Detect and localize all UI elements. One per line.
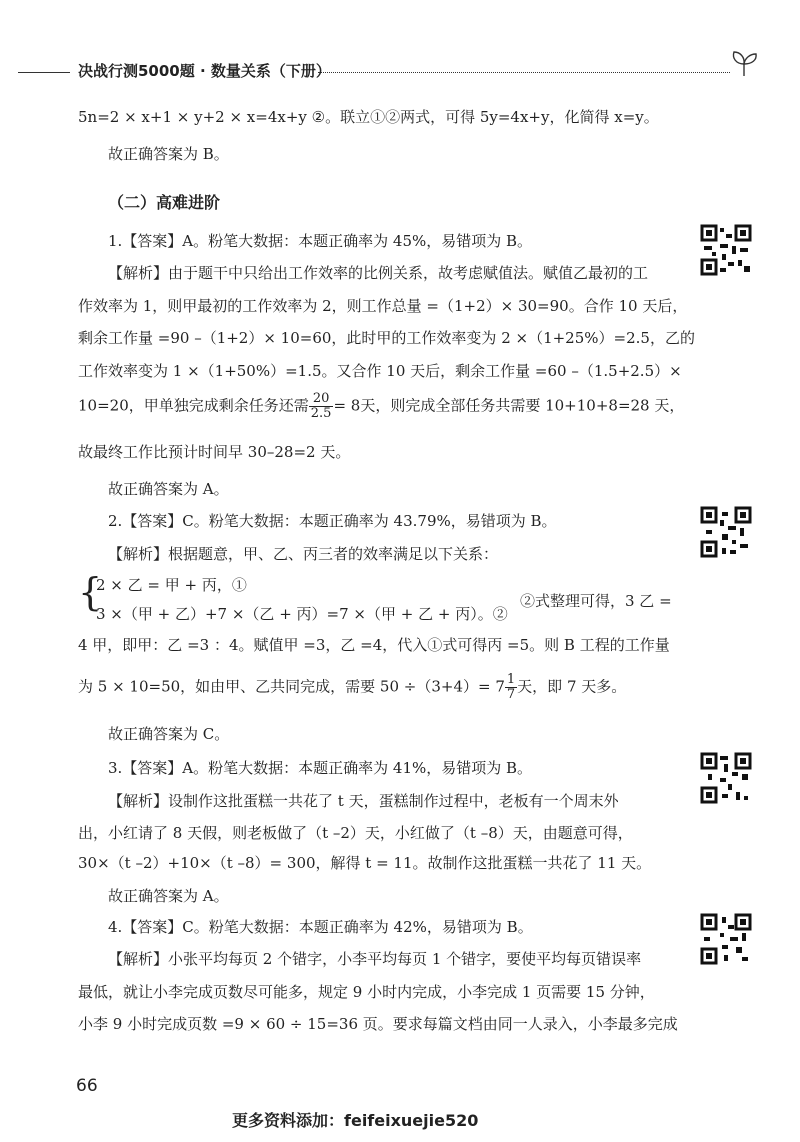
- q4-answer-heading: 4.【答案】C。粉笔大数据：本题正确率为 42%，易错项为 B。: [108, 918, 533, 936]
- q1-text: 10=20，甲单独完成剩余任务还需: [78, 396, 309, 415]
- header-rule-left: [18, 72, 70, 73]
- q4-explanation-line: 最低，就让小李完成页数尽可能多，规定 9 小时内完成，小李完成 1 页需要 15 分钟，: [78, 983, 655, 1001]
- q1-explanation-line: 工作效率变为 1 ×（1+50%）=1.5。又合作 10 天后，剩余工作量 =60 –（1.5+2.5）×: [78, 362, 682, 380]
- section-heading: （二）高难进阶: [108, 193, 221, 212]
- fraction-denominator: 2.5: [310, 406, 332, 421]
- leaf-icon: [726, 48, 762, 78]
- text-line: 5n=2 × x+1 × y+2 × x=4x+y ②。联立①②两式，可得 5y=4x+y，化简得 x=y。: [78, 108, 659, 126]
- q1-text: = 8天，则完成全部任务共需要 10+10+8=28 天，: [333, 396, 685, 415]
- q3-answer-heading: 3.【答案】A。粉笔大数据：本题正确率为 41%，易错项为 B。: [108, 759, 533, 777]
- answer-line: 故正确答案为 A。: [108, 480, 229, 498]
- q2-text: 天，即 7 天多。: [517, 677, 627, 696]
- answer-line: 故正确答案为 A。: [108, 887, 229, 905]
- q4-explanation-line: 小李 9 小时完成页数 =9 × 60 ÷ 15=36 页。要求每篇文档由同一人录入，小李最多完成: [78, 1015, 678, 1033]
- q2-explanation-line: [78, 673, 678, 702]
- equation-line: 2 × 乙 = 甲 + 丙，①: [96, 576, 247, 594]
- q2-explanation-line: 4 甲，即甲：乙 =3 ：4。赋值甲 =3，乙 =4，代入①式可得丙 =5。则 B 工程的工作量: [78, 636, 670, 654]
- footer-note: 更多资料添加：feifeixuejie520: [232, 1111, 479, 1130]
- fraction: [309, 392, 334, 421]
- fraction-numerator: 1: [506, 672, 516, 687]
- equation-line: 3 ×（甲 + 乙）+7 ×（乙 + 丙）=7 ×（甲 + 乙 + 丙）。②: [96, 605, 508, 623]
- q1-explanation-line: 故最终工作比预计时间早 30–28=2 天。: [78, 443, 351, 461]
- equation-tail: ②式整理可得，3 乙 =: [520, 592, 672, 610]
- answer-line: 故正确答案为 B。: [108, 145, 229, 163]
- q2-answer-heading: 2.【答案】C。粉笔大数据：本题正确率为 43.79%，易错项为 B。: [108, 512, 557, 530]
- answer-line: 故正确答案为 C。: [108, 725, 230, 743]
- fraction-numerator: 20: [309, 392, 334, 407]
- q1-explanation-line: 作效率为 1，则甲最初的工作效率为 2，则工作总量 =（1+2）× 30=90。合作 10 天后，: [78, 297, 688, 315]
- q2-text: 为 5 × 10=50，如由甲、乙共同完成，需要 50 ÷（3+4）= 7: [78, 677, 505, 696]
- book-title: 决战行测5000题 · 数量关系（下册）: [78, 62, 331, 80]
- equation-brace: {: [78, 570, 103, 614]
- q3-explanation-line: 30×（t –2）+10×（t –8）= 300，解得 t = 11。故制作这批蛋糕一共花了 11 天。: [78, 854, 652, 872]
- q1-explanation-line: 剩余工作量 =90 –（1+2）× 10=60，此时甲的工作效率变为 2 ×（1+25%）=2.5，乙的: [78, 329, 695, 347]
- page-number: 66: [76, 1076, 98, 1096]
- q2-explanation-line: 【解析】根据题意，甲、乙、丙三者的效率满足以下关系：: [108, 545, 499, 563]
- q1-answer-heading: 1.【答案】A。粉笔大数据：本题正确率为 45%，易错项为 B。: [108, 232, 533, 250]
- q3-explanation-line: 出，小红请了 8 天假，则老板做了（t –2）天，小红做了（t –8）天，由题意可得，: [78, 824, 633, 842]
- fraction: [505, 673, 517, 702]
- q3-explanation-line: 【解析】设制作这批蛋糕一共花了 t 天，蛋糕制作过程中，老板有一个周末外: [108, 792, 619, 810]
- page-header: [0, 56, 760, 86]
- q1-explanation-line: [78, 391, 685, 421]
- q4-explanation-line: 【解析】小张平均每页 2 个错字，小李平均每页 1 个错字，要使平均每页错误率: [108, 950, 642, 968]
- header-rule-right: [318, 72, 730, 73]
- q1-explanation-line: 【解析】由于题干中只给出工作效率的比例关系，故考虑赋值法。赋值乙最初的工: [108, 264, 649, 282]
- fraction-denominator: 7: [506, 687, 516, 702]
